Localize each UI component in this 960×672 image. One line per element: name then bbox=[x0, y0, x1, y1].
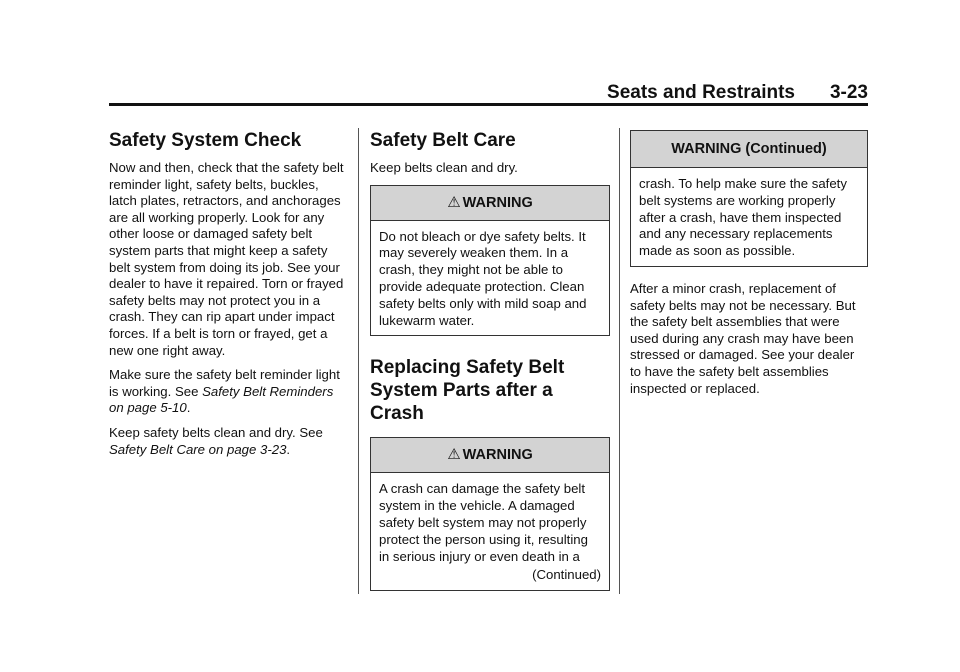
reminder-text: Make sure the safety belt reminder light is working. See bbox=[109, 367, 340, 399]
header-rule bbox=[109, 103, 868, 106]
warning-triangle-icon: ⚠ bbox=[447, 446, 461, 464]
heading-safety-system-check: Safety System Check bbox=[109, 130, 302, 151]
warning-header: WARNING (Continued) bbox=[631, 131, 867, 168]
paragraph-keep-clean bbox=[109, 425, 350, 458]
keep-clean-text: Keep safety belts clean and dry. See bbox=[109, 424, 323, 440]
link-safety-belt-reminders[interactable]: Safety Belt Reminders on page 5-10 bbox=[109, 383, 334, 416]
warning-body bbox=[371, 473, 609, 590]
warning-body: crash. To help make sure the safety belt systems are working properly after a crash, have them inspected and any necessary replacements made as soon as possible. bbox=[639, 176, 847, 259]
reminder-end: . bbox=[186, 400, 191, 416]
column-3 bbox=[630, 130, 868, 405]
paragraph-minor-crash: After a minor crash, replacement of safety belts may not be necessary. But the safety belt assemblies that were used during any crash may have been stressed or damaged. See your dealer to have the safety belt assemblies inspected or replaced. bbox=[630, 280, 856, 396]
warning-title: WARNING bbox=[462, 447, 533, 464]
warning-text: A crash can damage the safety belt system in the vehicle. A damaged safety belt system may not properly protect the person using it, resulting in serious injury or even death in a bbox=[379, 481, 588, 564]
heading-replacing-parts: Replacing Safety Belt System Parts after a Crash bbox=[370, 357, 565, 425]
continued-label: (Continued) bbox=[532, 567, 601, 583]
keep-clean-end: . bbox=[286, 441, 291, 457]
warning-box-continued bbox=[630, 130, 868, 267]
paragraph-safety-check: Now and then, check that the safety belt reminder light, safety belts, buckles, latch plates, retractors, and anchorages are all working properly. Look for any other loose or damaged safety belt system parts that might keep a safety belt system from doing its job. See your dealer to have it repaired. Torn or frayed safety belts may not protect you in a crash. They can rip apart under impact forces. If a belt is torn or frayed, get a new one right away. bbox=[109, 160, 344, 358]
column-divider-1 bbox=[358, 128, 359, 594]
column-1 bbox=[109, 124, 350, 466]
page-header-title: Seats and Restraints bbox=[607, 82, 795, 103]
column-2 bbox=[370, 124, 610, 591]
warning-box-crash bbox=[370, 437, 610, 591]
column-divider-2 bbox=[619, 128, 620, 594]
heading-safety-belt-care: Safety Belt Care bbox=[370, 130, 516, 151]
warning-header bbox=[371, 186, 609, 221]
link-safety-belt-care[interactable]: Safety Belt Care on page 3-23 bbox=[109, 441, 287, 457]
paragraph-keep-belts-clean: Keep belts clean and dry. bbox=[370, 160, 518, 175]
paragraph-reminder-light bbox=[109, 367, 350, 417]
warning-header bbox=[371, 438, 609, 473]
warning-triangle-icon: ⚠ bbox=[447, 193, 461, 211]
page-number: 3-23 bbox=[829, 82, 868, 103]
warning-body: Do not bleach or dye safety belts. It may severely weaken them. In a crash, they might not be able to provide adequate protection. Clean safety belts only with mild soap and lukewarm water. bbox=[379, 228, 587, 328]
warning-title: WARNING bbox=[462, 194, 533, 211]
warning-box-bleach bbox=[370, 185, 610, 337]
